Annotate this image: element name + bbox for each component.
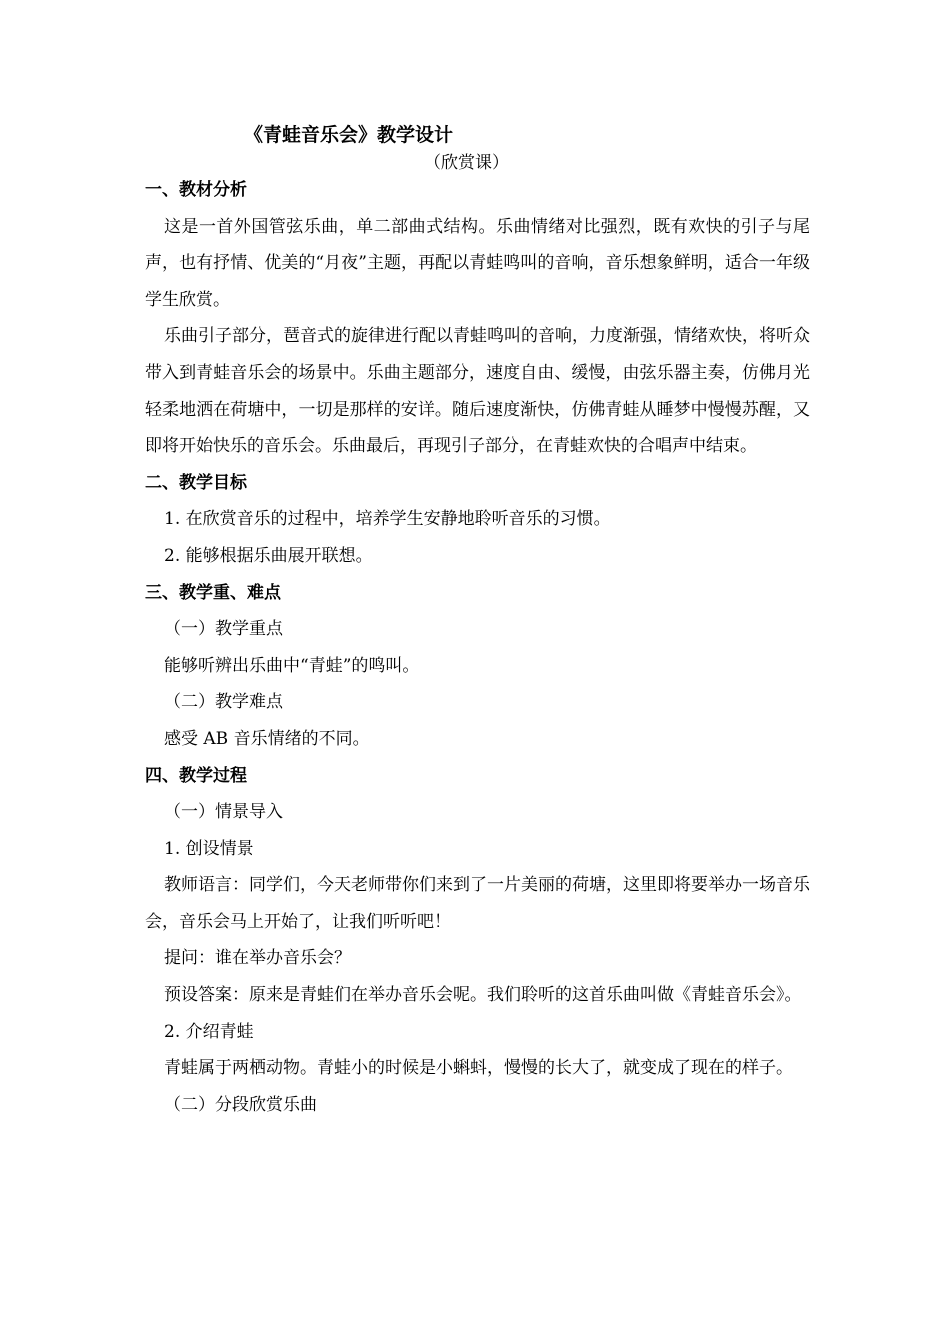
- document-subtitle: （欣赏课）: [424, 153, 509, 173]
- section-heading-process: 四、教学过程: [145, 765, 247, 786]
- subheading: （二）教学难点: [164, 692, 283, 713]
- paragraph: 能够听辨出乐曲中“青蛙”的鸣叫。: [164, 655, 420, 676]
- section-heading-goals: 二、教学目标: [145, 472, 247, 493]
- paragraph: 预设答案：原来是青蛙们在举办音乐会呢。我们聆听的这首乐曲叫做《青蛙音乐会》。: [164, 985, 802, 1006]
- document-body: [145, 172, 810, 1123]
- paragraph: 这是一首外国管弦乐曲，单二部曲式结构。乐曲情绪对比强烈，既有欢快的引子与尾声，也有抒情、优美的“月夜”主题，再配以青蛙鸣叫的音响，音乐想象鲜明，适合一年级学生欣赏。: [145, 216, 810, 310]
- paragraph: 感受 AB 音乐情绪的不同。: [164, 728, 370, 749]
- step-heading: 2. 介绍青蛙: [164, 1021, 254, 1042]
- subheading: （二）分段欣赏乐曲: [164, 1094, 317, 1115]
- section-heading-key-points: 三、教学重、难点: [145, 582, 281, 603]
- subheading: （一）情景导入: [164, 802, 283, 823]
- paragraph: 提问：谁在举办音乐会？: [164, 948, 351, 969]
- step-heading: 1. 创设情景: [164, 838, 254, 859]
- paragraph: 教师语言：同学们，今天老师带你们来到了一片美丽的荷塘，这里即将要举办一场音乐会，音乐会马上开始了，让我们听听吧！: [145, 875, 810, 932]
- list-item: 2. 能够根据乐曲展开联想。: [164, 545, 373, 566]
- section-heading-analysis: 一、教材分析: [145, 180, 247, 200]
- paragraph: 青蛙属于两栖动物。青蛙小的时候是小蝌蚪，慢慢的长大了，就变成了现在的样子。: [164, 1058, 793, 1079]
- paragraph: 乐曲引子部分，琶音式的旋律进行配以青蛙鸣叫的音响，力度渐强，情绪欢快，将听众带入到青蛙音乐会的场景中。乐曲主题部分，速度自由、缓慢，由弦乐器主奏，仿佛月光轻柔地洒在荷塘中，一切是那样的安详。随后速度渐快，仿佛青蛙从睡梦中慢慢苏醒，又即将开始快乐的音乐会。乐曲最后，再现引子部分，在青蛙欢快的合唱声中结束。: [145, 326, 810, 457]
- list-item: 1. 在欣赏音乐的过程中，培养学生安静地聆听音乐的习惯。: [164, 509, 611, 530]
- subheading: （一）教学重点: [164, 619, 283, 640]
- document-title: 《青蛙音乐会》教学设计: [244, 124, 454, 146]
